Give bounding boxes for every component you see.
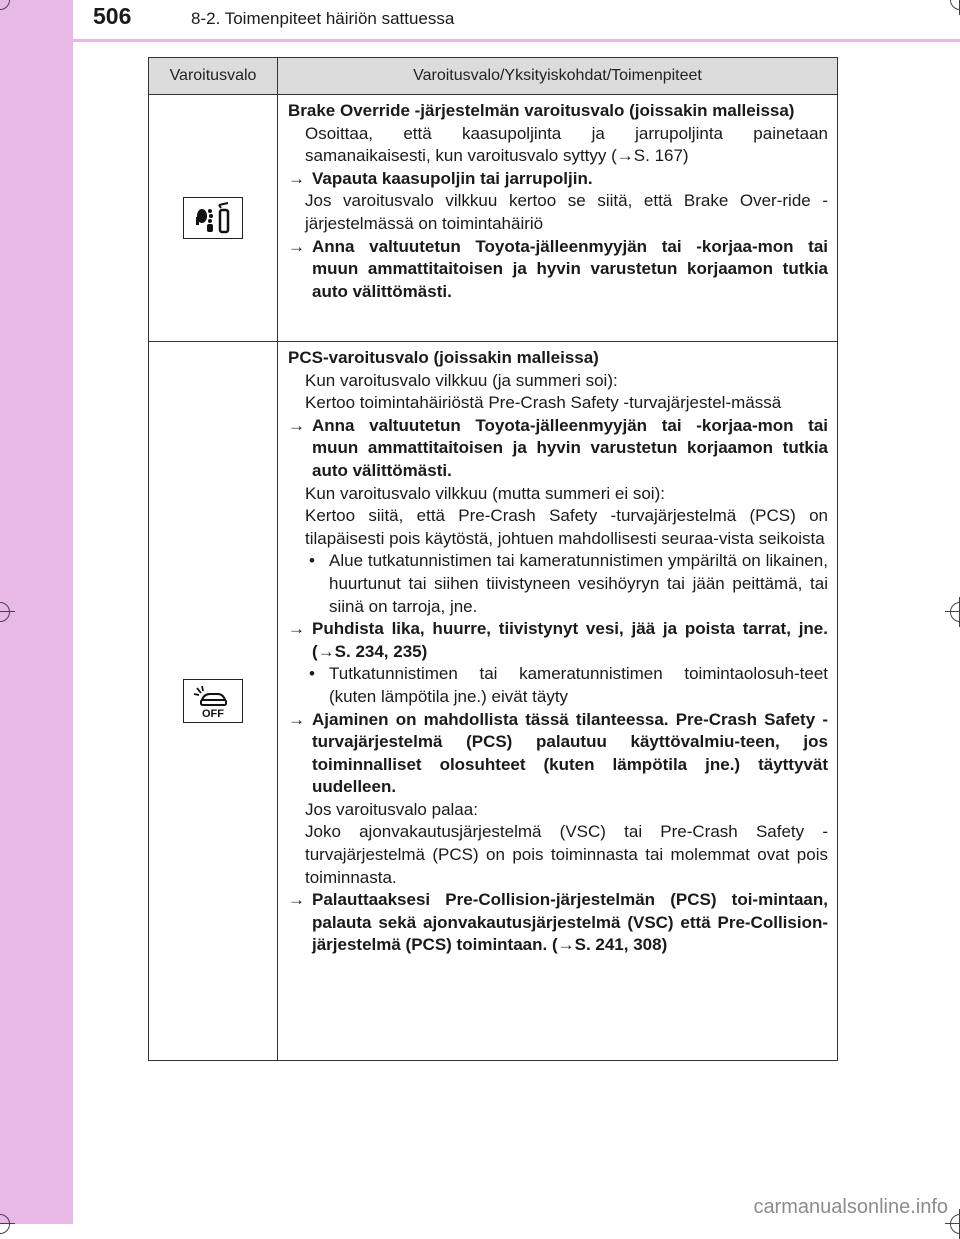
arrow-icon: →: [288, 709, 305, 729]
description-text: Joko ajonvakautusjärjestelmä (VSC) tai Pre-Crash Safety -turvajärjestelmä (PCS) on pois toiminnasta tai molemmat ovat pois toiminnasta.: [305, 822, 828, 887]
header-rule: [73, 39, 960, 42]
registration-mark: [945, 0, 960, 15]
table-header: [149, 58, 837, 95]
off-label: OFF: [202, 708, 224, 720]
registration-mark: [0, 597, 15, 627]
action-item: → Ajaminen on mahdollista tässä tilanteessa. Pre-Crash Safety -turvajärjestelmä (PCS) palautuu käyttövalmiu-teen, jos toiminnalliset olosuhteet (kuten lämpötila jne.) täyttyvät uudelleen.: [288, 709, 828, 799]
arrow-icon: →: [288, 236, 305, 256]
description-text: Kun varoitusvalo vilkkuu (mutta summeri ei soi):: [305, 483, 665, 503]
action-item: → Anna valtuutetun Toyota-jälleenmyyjän tai -korjaa-mon tai muun ammattitaitoisen ja hyvin varustetun korjaamon tutkia auto välittömästi.: [288, 236, 828, 304]
watermark: carmanualsonline.info: [753, 1196, 948, 1218]
action-item: → Palauttaaksesi Pre-Collision-järjestelmän (PCS) toi-mintaan, palauta sekä ajonvakautusjärjestelmä (VSC) että Pre-Collision-järjestelmä (PCS) toimintaan. (→S. 241, 308): [288, 889, 828, 957]
icon-cell: [149, 342, 278, 1060]
arrow-icon: →: [288, 619, 305, 639]
table-row: [149, 341, 837, 1060]
action-item: → Vapauta kaasupoljin tai jarrupoljin.: [288, 168, 828, 191]
description-text: Kertoo siitä, että Pre-Crash Safety -turvajärjestelmä (PCS) on tilapäisesti pois käytöstä, johtuen mahdollisesti seuraa-vista seikoista: [305, 506, 828, 548]
icon-cell: [149, 95, 278, 341]
action-item: → Puhdista lika, huurre, tiivistynyt vesi, jää ja poista tarrat, jne. (→S. 234, 235): [288, 618, 828, 663]
details-cell: [278, 342, 837, 1060]
arrow-icon: →: [288, 890, 305, 910]
arrow-icon: →: [288, 168, 305, 188]
pcs-off-warning-icon: [183, 679, 243, 723]
warning-title: PCS-varoitusvalo (joissakin malleissa): [288, 348, 599, 367]
bullet-icon: •: [309, 664, 315, 684]
registration-mark: [0, 0, 15, 15]
warning-title: Brake Override -järjestelmän varoitusvalo (joissakin malleissa): [288, 101, 795, 120]
description-text: Kun varoitusvalo vilkkuu (ja summeri soi):: [305, 370, 618, 390]
section-title: 8-2. Toimenpiteet häiriön sattuessa: [191, 9, 455, 28]
bullet-item: • Tutkatunnistimen tai kameratunnistimen toimintaolosuh-teet (kuten lämpötila jne.) eivät täyty: [288, 663, 828, 708]
details-cell: [278, 95, 837, 341]
action-item: → Anna valtuutetun Toyota-jälleenmyyjän tai -korjaa-mon tai muun ammattitaitoisen ja hyvin varustetun korjaamon tutkia auto välittömästi.: [288, 415, 828, 483]
arrow-icon: →: [288, 415, 305, 435]
page-number: 506: [93, 3, 132, 29]
description-text: Jos varoitusvalo vilkkuu kertoo se siitä, että Brake Over-ride -järjestelmässä on toimintahäiriö: [305, 191, 828, 233]
table-row: [149, 95, 837, 341]
column-header-warning-light: Varoitusvalo: [149, 58, 278, 94]
description-text: Osoittaa, että kaasupoljinta ja jarrupoljinta painetaan samanaikaisesti, kun varoitusvalo syttyy (→S. 167): [305, 123, 828, 166]
description-text: Jos varoitusvalo palaa:: [305, 799, 478, 819]
bullet-item: • Alue tutkatunnistimen tai kameratunnistimen ympäriltä on likainen, huurtunut tai siihen tiivistyneen vesihöyryn tai jään peittämä, tai siinä on tarroja, jne.: [288, 550, 828, 618]
bullet-icon: •: [309, 551, 315, 571]
column-header-details: Varoitusvalo/Yksityiskohdat/Toimenpiteet: [413, 67, 702, 84]
description-text: Kertoo toimintahäiriöstä Pre-Crash Safety -turvajärjestel-mässä: [305, 393, 782, 413]
registration-mark: [0, 1209, 15, 1239]
warning-light-table: [148, 57, 838, 1061]
registration-mark: [945, 597, 960, 627]
brake-override-warning-icon: [183, 197, 243, 239]
